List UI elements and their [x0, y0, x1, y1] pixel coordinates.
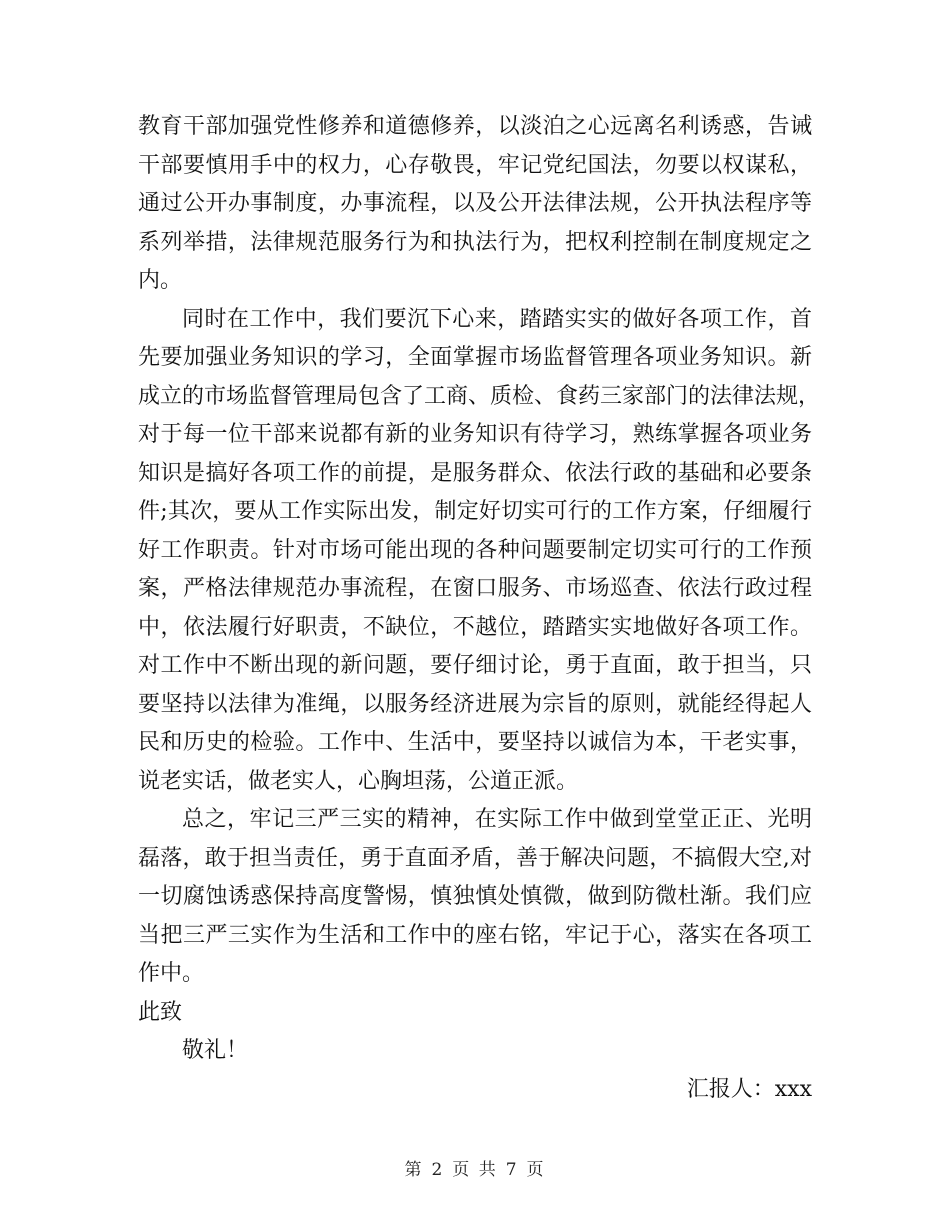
text-line: 总之，牢记三严三实的精神，在实际工作中做到堂堂正正、光明 [182, 807, 812, 832]
text-line: 好工作职责。针对市场可能出现的各种问题要制定切实可行的工作预 [138, 537, 812, 563]
text-line: 当把三严三实作为生活和工作中的座右铭，牢记于心，落实在各项工 [138, 922, 812, 948]
text-line: 系列举措，法律规范服务行为和执法行为，把权利控制在制度规定之 [138, 229, 812, 255]
signature: 汇报人：xxx [686, 1076, 812, 1102]
text-line: 说老实话，做老实人，心胸坦荡，公道正派。 [138, 768, 579, 794]
text-line: 民和历史的检验。工作中、生活中，要坚持以诚信为本，干老实事， [138, 730, 812, 755]
text-line: 干部要慎用手中的权力，心存敬畏，牢记党纪国法，勿要以权谋私， [138, 152, 812, 178]
text-line: 知识是搞好各项工作的前提，是服务群众、依法行政的基础和必要条 [138, 460, 812, 486]
text-line: 一切腐蚀诱惑保持高度警惕，慎独慎处慎微，做到防微杜渐。我们应 [138, 884, 812, 909]
footer-middle: 页 共 [452, 1160, 498, 1180]
text-line: 先要加强业务知识的学习，全面掌握市场监督管理各项业务知识。新 [138, 345, 812, 370]
text-line: 中，依法履行好职责，不缺位，不越位，踏踏实实地做好各项工作。 [138, 614, 812, 640]
text-line: 件;其次，要从工作实际出发，制定好切实可行的工作方案，仔细履行 [138, 499, 812, 524]
text-line: 案，严格法律规范办事流程，在窗口服务、市场巡查、依法行政过程 [138, 576, 812, 601]
paragraph-2 [138, 301, 821, 802]
document-body [138, 108, 821, 1109]
footer-prefix: 第 [404, 1160, 424, 1180]
paragraph-3 [138, 801, 812, 994]
page-footer [0, 1155, 950, 1180]
text-line: 对工作中不断出现的新问题，要仔细讨论，勇于直面，敢于担当，只 [138, 653, 812, 678]
text-line: 磊落，敢于担当责任，勇于直面矛盾，善于解决问题，不搞假大空,对 [138, 845, 812, 871]
current-page-number: 2 [431, 1160, 445, 1180]
text-line: 通过公开办事制度，办事流程，以及公开法律法规，公开执法程序等 [138, 191, 812, 216]
footer-suffix: 页 [526, 1160, 546, 1180]
text-line: 内。 [138, 268, 183, 293]
total-page-count: 7 [505, 1160, 519, 1180]
text-line: 作中。 [138, 961, 205, 986]
text-line: 同时在工作中，我们要沉下心来，踏踏实实的做好各项工作，首 [182, 306, 812, 332]
letter-closing [138, 994, 812, 1110]
regards: 敬礼！ [182, 1038, 249, 1063]
text-line: 对于每一位干部来说都有新的业务知识有待学习，熟练掌握各项业务 [138, 422, 812, 447]
paragraph-1 [138, 108, 812, 301]
salutation: 此致 [138, 999, 183, 1025]
text-line: 成立的市场监督管理局包含了工商、质检、食药三家部门的法律法规， [138, 383, 821, 409]
text-line: 要坚持以法律为准绳，以服务经济进展为宗旨的原则，就能经得起人 [138, 691, 812, 717]
text-line: 教育干部加强党性修养和道德修养，以淡泊之心远离名利诱惑，告诫 [138, 114, 812, 139]
